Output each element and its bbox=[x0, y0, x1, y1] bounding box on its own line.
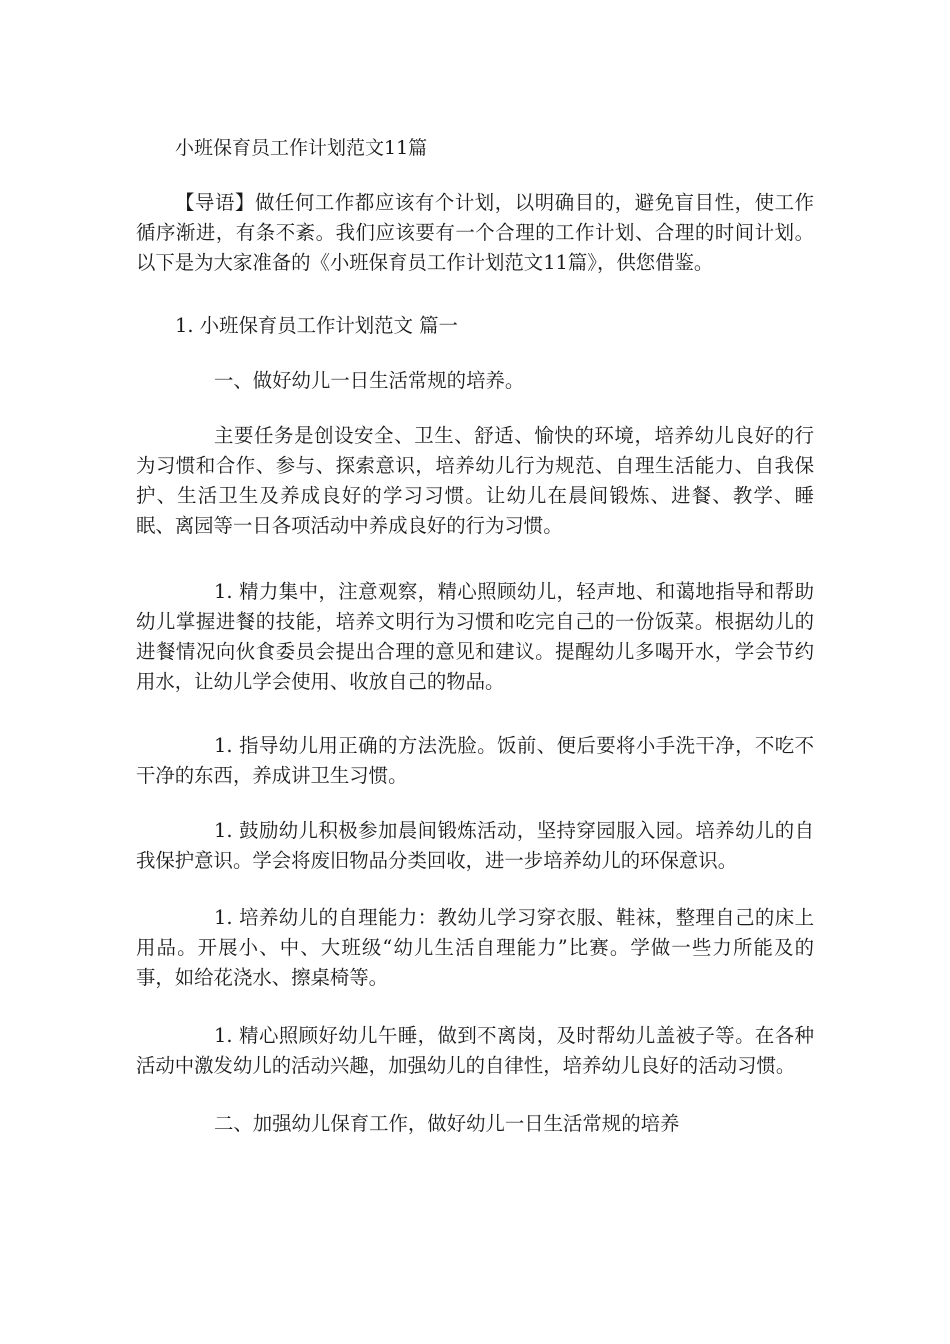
section-heading-2: 二、加强幼儿保育工作，做好幼儿一日生活常规的培养 bbox=[214, 1112, 680, 1135]
section-heading-1: 一、做好幼儿一日生活常规的培养。 bbox=[214, 369, 525, 392]
list-item: 1. 精心照顾好幼儿午睡，做到不离岗，及时帮幼儿盖被子等。在各种活动中激发幼儿的活动兴趣，加强幼儿的自律性，培养幼儿良好的活动习惯。 bbox=[136, 1024, 814, 1077]
article-heading: 1. 小班保育员工作计划范文 篇一 bbox=[175, 314, 458, 337]
section-1-body: 主要任务是创设安全、卫生、舒适、愉快的环境，培养幼儿良好的行为习惯和合作、参与、探索意识，培养幼儿行为规范、自理生活能力、自我保护、生活卫生及养成良好的学习习惯。让幼儿在晨间锻炼、进餐、教学、睡眠、离园等一日各项活动中养成良好的行为习惯。 bbox=[136, 424, 814, 537]
list-item: 1. 指导幼儿用正确的方法洗脸。饭前、便后要将小手洗干净，不吃不干净的东西，养成讲卫生习惯。 bbox=[136, 734, 814, 787]
document-title: 小班保育员工作计划范文11篇 bbox=[175, 137, 428, 159]
intro-paragraph: 【导语】做任何工作都应该有个计划，以明确目的，避免盲目性，使工作循序渐进，有条不紊。我们应该要有一个合理的工作计划、合理的时间计划。以下是为大家准备的《小班保育员工作计划范文11篇》，供您借鉴。 bbox=[136, 191, 814, 274]
list-item: 1. 鼓励幼儿积极参加晨间锻炼活动，坚持穿园服入园。培养幼儿的自我保护意识。学会将废旧物品分类回收，进一步培养幼儿的环保意识。 bbox=[136, 819, 814, 872]
list-item: 1. 培养幼儿的自理能力：教幼儿学习穿衣服、鞋袜，整理自己的床上用品。开展小、中、大班级“幼儿生活自理能力”比赛。学做一些力所能及的事，如给花浇水、擦桌椅等。 bbox=[136, 906, 814, 989]
list-item: 1. 精力集中，注意观察，精心照顾幼儿，轻声地、和蔼地指导和帮助幼儿掌握进餐的技能，培养文明行为习惯和吃完自己的一份饭菜。根据幼儿的进餐情况向伙食委员会提出合理的意见和建议。提醒幼儿多喝开水，学会节约用水，让幼儿学会使用、收放自己的物品。 bbox=[136, 580, 814, 693]
